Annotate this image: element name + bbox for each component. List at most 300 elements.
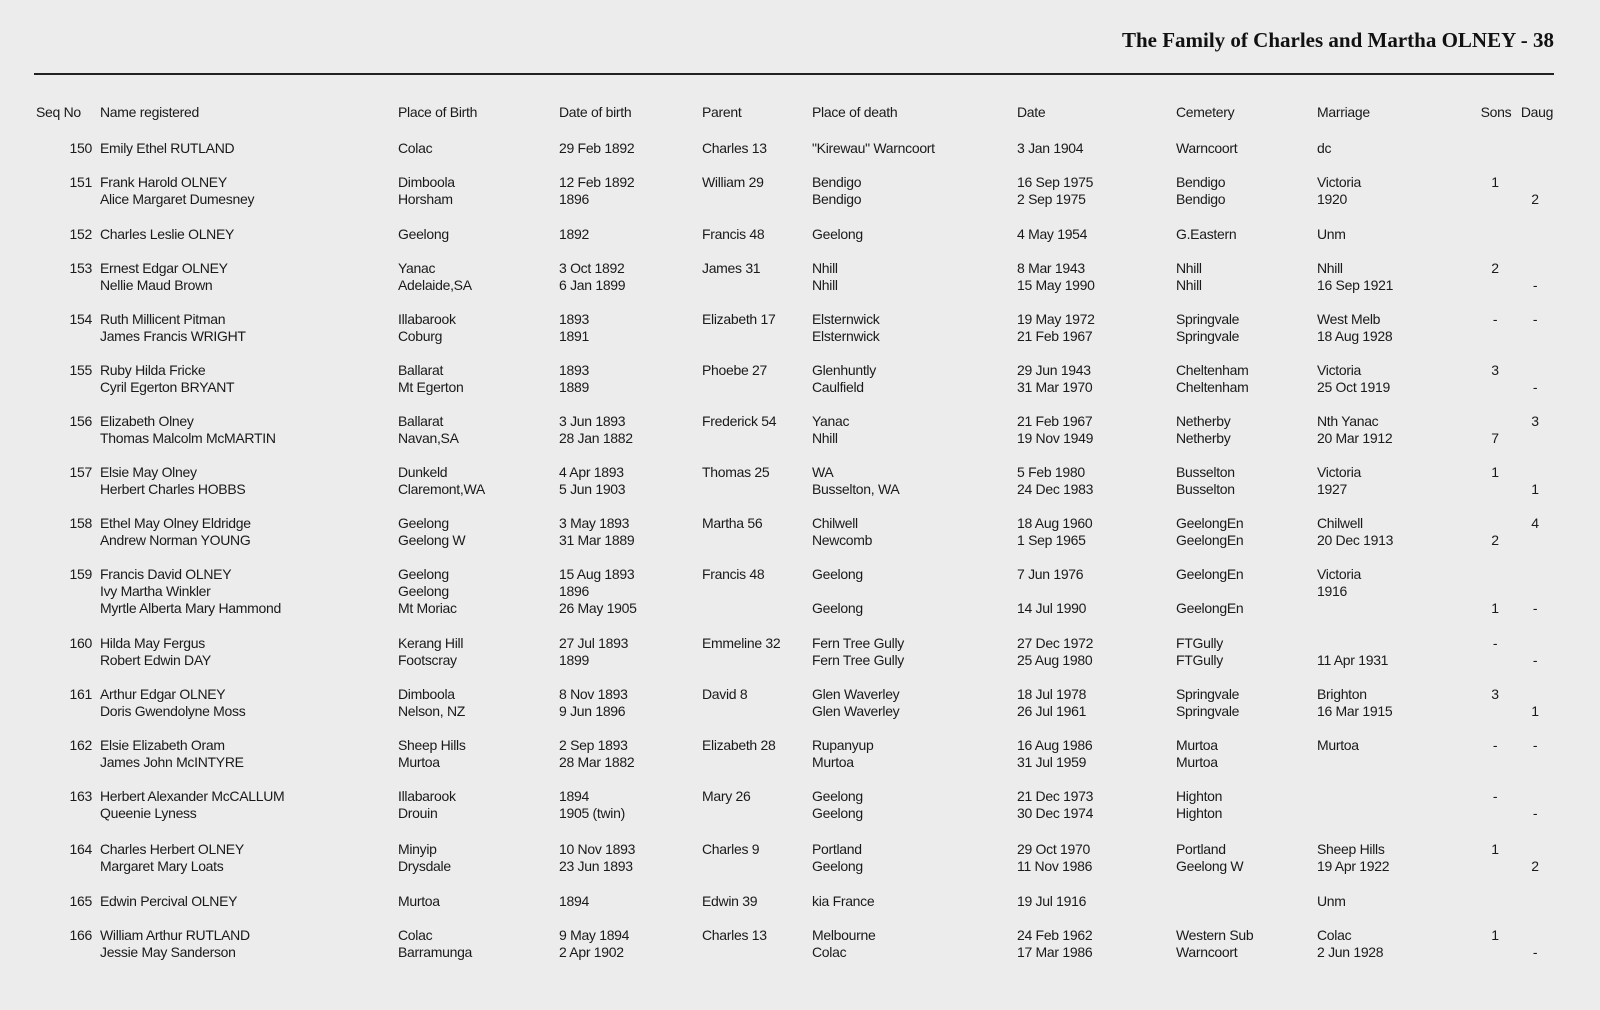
cell-line: 1896: [559, 191, 589, 207]
cell-line: 29 Jun 1943: [1017, 362, 1091, 378]
cell-line: -: [1492, 737, 1498, 753]
cell-line: Ruth Millicent Pitman: [100, 311, 226, 327]
place-of-death-cell: [812, 635, 904, 669]
cell-line: [1518, 754, 1552, 771]
cell-line: Murtoa: [1317, 737, 1359, 753]
cell-line: Minyip: [398, 841, 437, 857]
seq-cell: 150: [69, 140, 92, 156]
seq-cell: 152: [69, 226, 92, 242]
cell-line: 16 Mar 1915: [1317, 703, 1393, 719]
cell-line: Nhill: [1176, 260, 1202, 276]
sons-cell: [1478, 927, 1512, 961]
daug-cell: [1518, 260, 1552, 294]
col-cemetery: Cemetery: [1176, 104, 1235, 120]
cell-line: Barramunga: [398, 944, 473, 960]
cell-line: [1478, 328, 1512, 345]
seq-cell: 160: [69, 635, 92, 651]
cell-line: [1478, 858, 1512, 875]
cell-line: Geelong: [812, 226, 863, 242]
cell-line: [1478, 140, 1512, 157]
place-of-death-cell: [812, 737, 873, 771]
cemetery-cell: [1176, 260, 1202, 294]
cemetery-cell: [1176, 686, 1239, 720]
daug-cell: [1518, 362, 1552, 396]
cell-line: West Melb: [1317, 311, 1381, 327]
name-cell: [100, 841, 244, 875]
cell-line: Portland: [812, 841, 862, 857]
col-parent: Parent: [702, 104, 742, 120]
cell-line: [1518, 430, 1552, 447]
cell-line: 1: [1491, 841, 1499, 857]
cell-line: 1893: [559, 362, 589, 378]
cell-line: Fern Tree Gully: [812, 635, 904, 651]
daug-cell: [1518, 893, 1552, 910]
cell-line: [1478, 226, 1512, 243]
cell-line: Ernest Edgar OLNEY: [100, 260, 228, 276]
place-of-death-cell: [812, 413, 849, 447]
cell-line: Fern Tree Gully: [812, 652, 904, 668]
cell-line: Ballarat: [398, 413, 444, 429]
date-of-birth-cell: [559, 260, 625, 294]
col-name: Name registered: [100, 104, 199, 120]
cell-line: Margaret Mary Loats: [100, 858, 224, 874]
daug-cell: [1518, 226, 1552, 243]
death-date-cell: [1017, 311, 1095, 345]
death-date-cell: [1017, 174, 1093, 208]
cell-line: [1478, 805, 1512, 822]
cell-line: FTGully: [1176, 635, 1223, 651]
cell-line: 1891: [559, 328, 589, 344]
marriage-cell: [1317, 311, 1392, 345]
cell-line: 25 Oct 1919: [1317, 379, 1390, 395]
date-of-birth-cell: [559, 140, 634, 157]
cell-line: [1317, 754, 1359, 771]
cell-line: Warncoort: [1176, 140, 1238, 156]
seq-cell: 155: [69, 362, 92, 378]
cell-line: 7 Jun 1976: [1017, 566, 1084, 582]
cell-line: 21 Feb 1967: [1017, 413, 1093, 429]
cell-line: [1478, 379, 1512, 396]
place-of-death-cell: [812, 893, 874, 910]
cell-line: 2: [1531, 191, 1539, 207]
marriage-cell: [1317, 841, 1389, 875]
cell-line: Sheep Hills: [1317, 841, 1385, 857]
date-of-birth-cell: [559, 635, 628, 669]
cell-line: Herbert Alexander McCALLUM: [100, 788, 285, 804]
cell-line: 26 Jul 1961: [1017, 703, 1087, 719]
marriage-cell: [1317, 737, 1359, 771]
cell-line: GeelongEn: [1176, 515, 1244, 531]
cell-line: [1518, 140, 1552, 157]
date-of-birth-cell: [559, 566, 637, 617]
cell-line: 24 Feb 1962: [1017, 927, 1093, 943]
cell-line: Highton: [1176, 788, 1223, 804]
cell-line: William Arthur RUTLAND: [100, 927, 250, 943]
date-of-birth-cell: [559, 893, 589, 910]
cell-line: Warncoort: [1176, 944, 1238, 960]
cell-line: [1518, 226, 1552, 243]
cell-line: 18 Jul 1978: [1017, 686, 1087, 702]
place-of-death-cell: [812, 260, 838, 294]
parent-cell: Edwin 39: [702, 893, 758, 909]
parent-cell: Francis 48: [702, 226, 765, 242]
cell-line: Nellie Maud Brown: [100, 277, 213, 293]
cell-line: [1518, 566, 1552, 583]
cell-line: 15 Aug 1893: [559, 566, 635, 582]
cell-line: 29 Oct 1970: [1017, 841, 1090, 857]
parent-cell: Elizabeth 28: [702, 737, 776, 753]
death-date-cell: [1017, 362, 1092, 396]
cell-line: Colac: [1317, 927, 1352, 943]
cell-line: -: [1532, 379, 1538, 395]
cell-line: Herbert Charles HOBBS: [100, 481, 246, 497]
cell-line: [1017, 583, 1086, 600]
cell-line: [1518, 464, 1552, 481]
place-of-death-cell: [812, 226, 863, 243]
cell-line: 1893: [559, 311, 589, 327]
cell-line: 29 Feb 1892: [559, 140, 635, 156]
cell-line: [1478, 652, 1512, 669]
cell-line: [1478, 515, 1512, 532]
place-of-death-cell: [812, 841, 863, 875]
cemetery-cell: [1176, 566, 1243, 617]
sons-cell: [1478, 362, 1512, 396]
cell-line: 5 Jun 1903: [559, 481, 626, 497]
place-of-birth-cell: [398, 841, 451, 875]
column-header-row: [0, 104, 1600, 126]
cell-line: Elsie Elizabeth Oram: [100, 737, 225, 753]
cell-line: -: [1492, 788, 1498, 804]
date-of-birth-cell: [559, 788, 625, 822]
cemetery-cell: [1176, 311, 1239, 345]
place-of-birth-cell: [398, 927, 472, 961]
cell-line: Alice Margaret Dumesney: [100, 191, 255, 207]
cell-line: Glenhuntly: [812, 362, 876, 378]
cell-line: 23 Jun 1893: [559, 858, 633, 874]
marriage-cell: [1317, 566, 1361, 617]
cell-line: Ivy Martha Winkler: [100, 583, 211, 599]
cell-line: 26 May 1905: [559, 600, 637, 616]
cell-line: Springvale: [1176, 311, 1240, 327]
daug-cell: [1518, 737, 1552, 771]
cell-line: WA: [812, 464, 834, 480]
cell-line: Murtoa: [398, 893, 440, 909]
death-date-cell: [1017, 260, 1095, 294]
sons-cell: [1478, 841, 1512, 875]
name-cell: [100, 788, 284, 822]
cell-line: Ethel May Olney Eldridge: [100, 515, 251, 531]
cell-line: Thomas Malcolm McMARTIN: [100, 430, 276, 446]
cell-line: Horsham: [398, 191, 453, 207]
cell-line: Murtoa: [1176, 737, 1218, 753]
place-of-death-cell: [812, 788, 863, 822]
cell-line: Unm: [1317, 893, 1346, 909]
daug-cell: [1518, 413, 1552, 447]
place-of-birth-cell: [398, 464, 485, 498]
cell-line: Dimboola: [398, 174, 455, 190]
cemetery-cell: [1176, 841, 1243, 875]
name-cell: [100, 737, 244, 771]
cell-line: 3 May 1893: [559, 515, 630, 531]
cell-line: Springvale: [1176, 686, 1240, 702]
cell-line: Arthur Edgar OLNEY: [100, 686, 226, 702]
place-of-birth-cell: [398, 686, 465, 720]
place-of-death-cell: [812, 362, 876, 396]
cemetery-cell: [1176, 788, 1222, 822]
name-cell: [100, 515, 251, 549]
daug-cell: [1518, 566, 1552, 617]
date-of-birth-cell: [559, 464, 625, 498]
cell-line: Mt Moriac: [398, 600, 457, 616]
cemetery-cell: [1176, 140, 1237, 157]
date-of-birth-cell: [559, 515, 634, 549]
cell-line: 21 Dec 1973: [1017, 788, 1094, 804]
cell-line: [1478, 481, 1512, 498]
seq-cell: 153: [69, 260, 92, 276]
cell-line: -: [1532, 600, 1538, 616]
cell-line: Portland: [1176, 841, 1226, 857]
cell-line: 16 Sep 1975: [1017, 174, 1094, 190]
cell-line: GeelongEn: [1176, 600, 1244, 616]
cell-line: 1905 (twin): [559, 805, 625, 821]
cell-line: Netherby: [1176, 413, 1231, 429]
seq-cell: 159: [69, 566, 92, 582]
sons-cell: [1478, 635, 1512, 669]
place-of-death-cell: [812, 686, 899, 720]
cemetery-cell: [1176, 515, 1243, 549]
cell-line: GeelongEn: [1176, 566, 1244, 582]
parent-cell: Elizabeth 17: [702, 311, 776, 327]
cell-line: 28 Mar 1882: [559, 754, 635, 770]
name-cell: [100, 140, 234, 157]
cell-line: 18 Aug 1960: [1017, 515, 1093, 531]
marriage-cell: [1317, 226, 1346, 243]
cell-line: 2: [1531, 858, 1539, 874]
cell-line: Nhill: [1176, 277, 1202, 293]
cell-line: 12 Feb 1892: [559, 174, 635, 190]
cell-line: 1899: [559, 652, 589, 668]
cell-line: 31 Mar 1970: [1017, 379, 1093, 395]
cell-line: Springvale: [1176, 703, 1240, 719]
daug-cell: [1518, 635, 1552, 669]
place-of-birth-cell: [398, 737, 466, 771]
cell-line: 19 Apr 1922: [1317, 858, 1390, 874]
parent-cell: Charles 13: [702, 927, 767, 943]
cell-line: 31 Mar 1889: [559, 532, 635, 548]
name-cell: [100, 260, 228, 294]
name-cell: [100, 226, 234, 243]
seq-cell: 162: [69, 737, 92, 753]
sons-cell: [1478, 686, 1512, 720]
cell-line: 6 Jan 1899: [559, 277, 626, 293]
daug-cell: [1518, 464, 1552, 498]
sons-cell: [1478, 788, 1512, 822]
place-of-birth-cell: [398, 260, 472, 294]
marriage-cell: [1317, 260, 1393, 294]
cemetery-cell: [1176, 226, 1236, 243]
cell-line: [1478, 413, 1512, 430]
sons-cell: [1478, 893, 1512, 910]
cell-line: 9 Jun 1896: [559, 703, 626, 719]
sons-cell: [1478, 566, 1512, 617]
cell-line: Elsie May Olney: [100, 464, 197, 480]
marriage-cell: [1317, 464, 1361, 498]
col-date-of-birth: Date of birth: [559, 104, 632, 120]
cell-line: -: [1532, 311, 1538, 327]
cell-line: [1478, 277, 1512, 294]
cell-line: Geelong: [812, 858, 863, 874]
date-of-birth-cell: [559, 686, 628, 720]
death-date-cell: [1017, 788, 1093, 822]
death-date-cell: [1017, 841, 1092, 875]
marriage-cell: [1317, 362, 1390, 396]
marriage-cell: [1317, 413, 1392, 447]
cell-line: FTGully: [1176, 652, 1223, 668]
place-of-birth-cell: [398, 515, 465, 549]
cell-line: Nth Yanac: [1317, 413, 1379, 429]
cell-line: 4 May 1954: [1017, 226, 1088, 242]
cemetery-cell: [1176, 464, 1235, 498]
cell-line: Doris Gwendolyne Moss: [100, 703, 246, 719]
cell-line: [1478, 703, 1512, 720]
cell-line: 3: [1491, 686, 1499, 702]
cell-line: 27 Jul 1893: [559, 635, 629, 651]
place-of-birth-cell: [398, 174, 455, 208]
cell-line: Geelong: [398, 566, 449, 582]
cell-line: Andrew Norman YOUNG: [100, 532, 251, 548]
cell-line: 1916: [1317, 583, 1347, 599]
place-of-death-cell: [812, 566, 863, 617]
cell-line: 7: [1491, 430, 1499, 446]
cell-line: [1478, 944, 1512, 961]
cell-line: 19 Jul 1916: [1017, 893, 1087, 909]
cell-line: 4: [1531, 515, 1539, 531]
cell-line: Myrtle Alberta Mary Hammond: [100, 600, 281, 616]
cell-line: Nhill: [812, 260, 838, 276]
marriage-cell: [1317, 515, 1393, 549]
cell-line: Mt Egerton: [398, 379, 464, 395]
parent-cell: Phoebe 27: [702, 362, 768, 378]
daug-cell: [1518, 311, 1552, 345]
cell-line: 18 Aug 1928: [1317, 328, 1393, 344]
cell-line: Western Sub: [1176, 927, 1254, 943]
cell-line: Robert Edwin DAY: [100, 652, 211, 668]
name-cell: [100, 566, 281, 617]
place-of-birth-cell: [398, 413, 459, 447]
sons-cell: [1478, 226, 1512, 243]
cell-line: Glen Waverley: [812, 703, 900, 719]
cell-line: 1896: [559, 583, 589, 599]
cell-line: Colac: [398, 140, 433, 156]
name-cell: [100, 311, 246, 345]
cell-line: 4 Apr 1893: [559, 464, 624, 480]
cell-line: -: [1532, 805, 1538, 821]
cell-line: Glen Waverley: [812, 686, 900, 702]
cell-line: -: [1492, 311, 1498, 327]
cell-line: Nhill: [812, 430, 838, 446]
date-of-birth-cell: [559, 311, 589, 345]
cell-line: Dimboola: [398, 686, 455, 702]
death-date-cell: [1017, 140, 1083, 157]
name-cell: [100, 635, 211, 669]
cell-line: Adelaide,SA: [398, 277, 472, 293]
cell-line: Caulfield: [812, 379, 864, 395]
cell-line: 9 May 1894: [559, 927, 630, 943]
cell-line: 19 Nov 1949: [1017, 430, 1094, 446]
death-date-cell: [1017, 413, 1093, 447]
cell-line: [1518, 174, 1552, 191]
parent-cell: Frederick 54: [702, 413, 777, 429]
cell-line: 1920: [1317, 191, 1347, 207]
date-of-birth-cell: [559, 413, 633, 447]
parent-cell: Thomas 25: [702, 464, 770, 480]
daug-cell: [1518, 841, 1552, 875]
cell-line: [1478, 583, 1512, 600]
parent-cell: David 8: [702, 686, 748, 702]
parent-cell: Emmeline 32: [702, 635, 781, 651]
page-title: The Family of Charles and Martha OLNEY - 38: [1121, 28, 1554, 52]
header-rule: [34, 73, 1554, 75]
cell-line: 5 Feb 1980: [1017, 464, 1085, 480]
col-sons: Sons: [1480, 104, 1512, 120]
place-of-death-cell: [812, 515, 872, 549]
cell-line: 2: [1491, 532, 1499, 548]
cell-line: Busselton, WA: [812, 481, 900, 497]
cell-line: Edwin Percival OLNEY: [100, 893, 238, 909]
death-date-cell: [1017, 515, 1092, 549]
cell-line: Murtoa: [398, 754, 440, 770]
cell-line: 30 Dec 1974: [1017, 805, 1094, 821]
col-place-of-birth: Place of Birth: [398, 104, 478, 120]
cell-line: Elsternwick: [812, 328, 880, 344]
cell-line: [1478, 566, 1512, 583]
cell-line: [1518, 927, 1552, 944]
cell-line: 19 May 1972: [1017, 311, 1095, 327]
marriage-cell: [1317, 927, 1383, 961]
cell-line: Chilwell: [812, 515, 858, 531]
cell-line: 1927: [1317, 481, 1347, 497]
date-of-birth-cell: [559, 226, 589, 243]
seq-cell: 156: [69, 413, 92, 429]
parent-cell: William 29: [702, 174, 764, 190]
cell-line: [1518, 841, 1552, 858]
cell-line: Geelong: [812, 566, 863, 582]
name-cell: [100, 927, 250, 961]
cell-line: Cheltenham: [1176, 362, 1249, 378]
cell-line: Melbourne: [812, 927, 876, 943]
cell-line: 1894: [559, 893, 589, 909]
place-of-death-cell: [812, 311, 880, 345]
cell-line: 3 Oct 1892: [559, 260, 625, 276]
name-cell: [100, 686, 245, 720]
daug-cell: [1518, 927, 1552, 961]
col-marriage: Marriage: [1317, 104, 1370, 120]
cell-line: 1: [1491, 600, 1499, 616]
cell-line: Jessie May Sanderson: [100, 944, 236, 960]
seq-cell: 157: [69, 464, 92, 480]
cell-line: Netherby: [1176, 430, 1231, 446]
cell-line: Cyril Egerton BRYANT: [100, 379, 235, 395]
cell-line: Illabarook: [398, 788, 456, 804]
cell-line: 15 May 1990: [1017, 277, 1095, 293]
marriage-cell: [1317, 140, 1331, 157]
place-of-death-cell: [812, 140, 935, 157]
cell-line: Busselton: [1176, 464, 1235, 480]
cell-line: 1: [1491, 927, 1499, 943]
cell-line: 25 Aug 1980: [1017, 652, 1093, 668]
cell-line: Victoria: [1317, 566, 1362, 582]
cell-line: Drouin: [398, 805, 438, 821]
